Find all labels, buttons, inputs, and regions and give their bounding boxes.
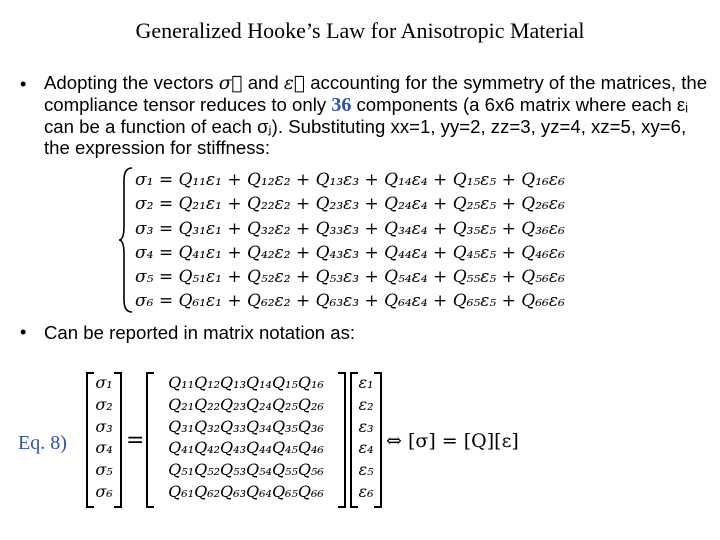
equation-line: σ₂ = Q₂₁ε₁ + Q₂₂ε₂ + Q₂₃ε₃ + Q₂₄ε₄ + Q₂₅ε₅ + Q₂₆ε₆ bbox=[135, 194, 565, 215]
matrix-notation-label: Can be reported in matrix notation as: bbox=[44, 322, 356, 343]
q-matrix-row: Q₃₁Q₃₂Q₃₃Q₃₄Q₃₅Q₃₆ bbox=[168, 416, 324, 436]
sigma-column-vector bbox=[86, 372, 122, 508]
q-matrix-row: Q₄₁Q₄₂Q₄₃Q₄₄Q₄₅Q₄₆ bbox=[168, 438, 324, 458]
equation-line: σ₆ = Q₆₁ε₁ + Q₆₂ε₂ + Q₆₃ε₃ + Q₆₄ε₄ + Q₆₅ε₅ + Q₆₆ε₆ bbox=[135, 291, 565, 312]
compact-matrix-form: ⇔ [σ] = [Q][ε] bbox=[386, 430, 519, 452]
q-matrix-row: Q₂₁Q₂₂Q₂₃Q₂₄Q₂₅Q₂₆ bbox=[168, 394, 324, 414]
epsilon-entry: ε₄ bbox=[358, 438, 374, 458]
bullet-2: • bbox=[20, 322, 27, 342]
epsilon-entry: ε₆ bbox=[358, 481, 374, 501]
intro-paragraph bbox=[44, 72, 716, 158]
para-text-2: and bbox=[242, 72, 284, 93]
para-text-4: components (a 6x6 matrix where each εᵢ can be a function of each σⱼ). Substituting xx=1, yy=2, zz=3, yz=4, xz=5, xy=6, the expression for stiffness: bbox=[44, 94, 689, 158]
sigma-entry: σ₄ bbox=[95, 438, 113, 458]
sigma-entries bbox=[92, 372, 116, 503]
q-matrix-row: Q₆₁Q₆₂Q₆₃Q₆₄Q₆₅Q₆₆ bbox=[168, 481, 324, 501]
epsilon-entry: ε₂ bbox=[358, 394, 374, 414]
equation-line: σ₃ = Q₃₁ε₁ + Q₃₂ε₂ + Q₃₃ε₃ + Q₃₄ε₄ + Q₃₅ε₅ + Q₃₆ε₆ bbox=[135, 218, 565, 239]
epsilon-entry: ε₃ bbox=[358, 416, 374, 436]
bullet-1: • bbox=[20, 74, 27, 94]
equals-sign: = bbox=[126, 428, 145, 453]
left-brace bbox=[118, 166, 134, 314]
epsilon-column-vector bbox=[350, 372, 382, 508]
q-matrix-row: Q₁₁Q₁₂Q₁₃Q₁₄Q₁₅Q₁₆ bbox=[168, 373, 324, 392]
sigma-entry: σ₆ bbox=[95, 481, 113, 501]
q-matrix-rows bbox=[151, 372, 341, 503]
equation-line: σ₁ = Q₁₁ε₁ + Q₁₂ε₂ + Q₁₃ε₃ + Q₁₄ε₄ + Q₁₅ε₅ + Q₁₆ε₆ bbox=[135, 170, 565, 190]
sigma-right-bracket bbox=[114, 372, 122, 508]
stiffness-equation-system bbox=[118, 166, 638, 314]
eps-right-bracket bbox=[374, 372, 382, 508]
equation-lines bbox=[135, 168, 565, 314]
sigma-entry: σ₃ bbox=[95, 416, 113, 436]
epsilon-vector-symbol: ε⃗ bbox=[283, 73, 306, 94]
highlight-36: 36 bbox=[331, 94, 352, 116]
equation-number: Eq. 8) bbox=[18, 432, 67, 454]
epsilon-entry: ε₅ bbox=[358, 460, 374, 480]
equation-line: σ₅ = Q₅₁ε₁ + Q₅₂ε₂ + Q₅₃ε₃ + Q₅₄ε₄ + Q₅₅ε₅ + Q₅₆ε₆ bbox=[135, 267, 565, 288]
para-text-3: accounting for the symmetry of the matrices, the compliance tensor reduces to only bbox=[44, 72, 708, 115]
sigma-entry: σ₅ bbox=[95, 460, 113, 480]
stiffness-matrix bbox=[146, 372, 346, 508]
sigma-entry: σ₂ bbox=[95, 394, 113, 414]
sigma-vector-symbol: σ⃗ bbox=[218, 73, 243, 94]
epsilon-entry: ε₁ bbox=[358, 373, 374, 392]
slide-title: Generalized Hooke’s Law for Anisotropic Material bbox=[135, 18, 585, 43]
q-right-bracket bbox=[338, 372, 346, 508]
para-text-1: Adopting the vectors bbox=[44, 72, 219, 93]
q-matrix-row: Q₅₁Q₅₂Q₅₃Q₅₄Q₅₅Q₅₆ bbox=[168, 460, 324, 480]
sigma-entry: σ₁ bbox=[95, 373, 113, 392]
equation-line: σ₄ = Q₄₁ε₁ + Q₄₂ε₂ + Q₄₃ε₃ + Q₄₄ε₄ + Q₄₅ε₅ + Q₄₆ε₆ bbox=[135, 242, 565, 263]
